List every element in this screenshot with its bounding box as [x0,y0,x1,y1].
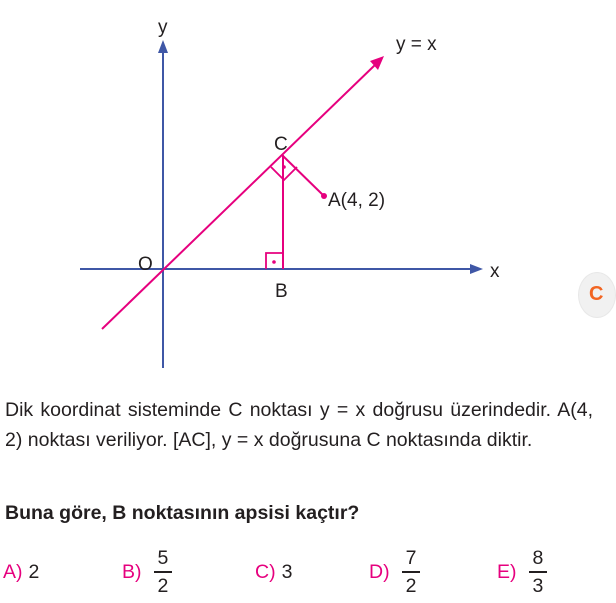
option-d-fraction [402,547,421,597]
option-a[interactable] [3,541,39,603]
option-d-letter: D) [369,560,390,583]
option-c-value: 3 [281,560,293,583]
option-c[interactable] [255,541,292,603]
option-d-denominator: 2 [405,574,417,597]
line-label: y = x [396,34,437,55]
option-b[interactable] [122,541,172,603]
option-e-fraction [529,547,548,597]
origin-label: O [138,254,153,275]
question-text: Dik koordinat sisteminde C noktası y = x doğrusu üzerindedir. A(4, 2) noktası veriliyor. [AC], y = x doğrusuna C noktasında diktir. [5,399,593,451]
option-e-letter: E) [497,560,517,583]
option-e[interactable] [497,541,547,603]
x-axis-label: x [490,261,500,282]
option-e-denominator: 3 [532,574,544,597]
edge-badge-text: C [589,283,604,305]
question-prompt: Buna göre, B noktasının apsisi kaçtır? [5,502,360,524]
point-a-label: A(4, 2) [328,190,386,211]
answer-options [0,541,596,603]
right-angle-dot-c [282,165,286,169]
point-c-label: C [274,134,288,155]
option-b-denominator: 2 [157,574,169,597]
fraction-bar [529,571,548,573]
point-b-label: B [275,281,288,302]
option-a-value: 2 [28,560,40,583]
right-angle-dot-b [272,260,276,264]
option-e-numerator: 8 [532,547,544,570]
option-b-fraction [154,547,173,597]
fraction-bar [402,571,421,573]
option-b-numerator: 5 [157,547,169,570]
option-a-letter: A) [3,560,23,583]
y-axis-arrowhead [158,40,168,53]
point-a [321,193,327,199]
y-axis-label: y [158,17,168,38]
x-axis-arrowhead [470,264,483,274]
option-b-letter: B) [122,560,142,583]
edge-badge-icon [578,272,616,318]
option-d[interactable] [369,541,420,603]
fraction-bar [154,571,173,573]
option-c-letter: C) [255,560,276,583]
option-d-numerator: 7 [405,547,417,570]
